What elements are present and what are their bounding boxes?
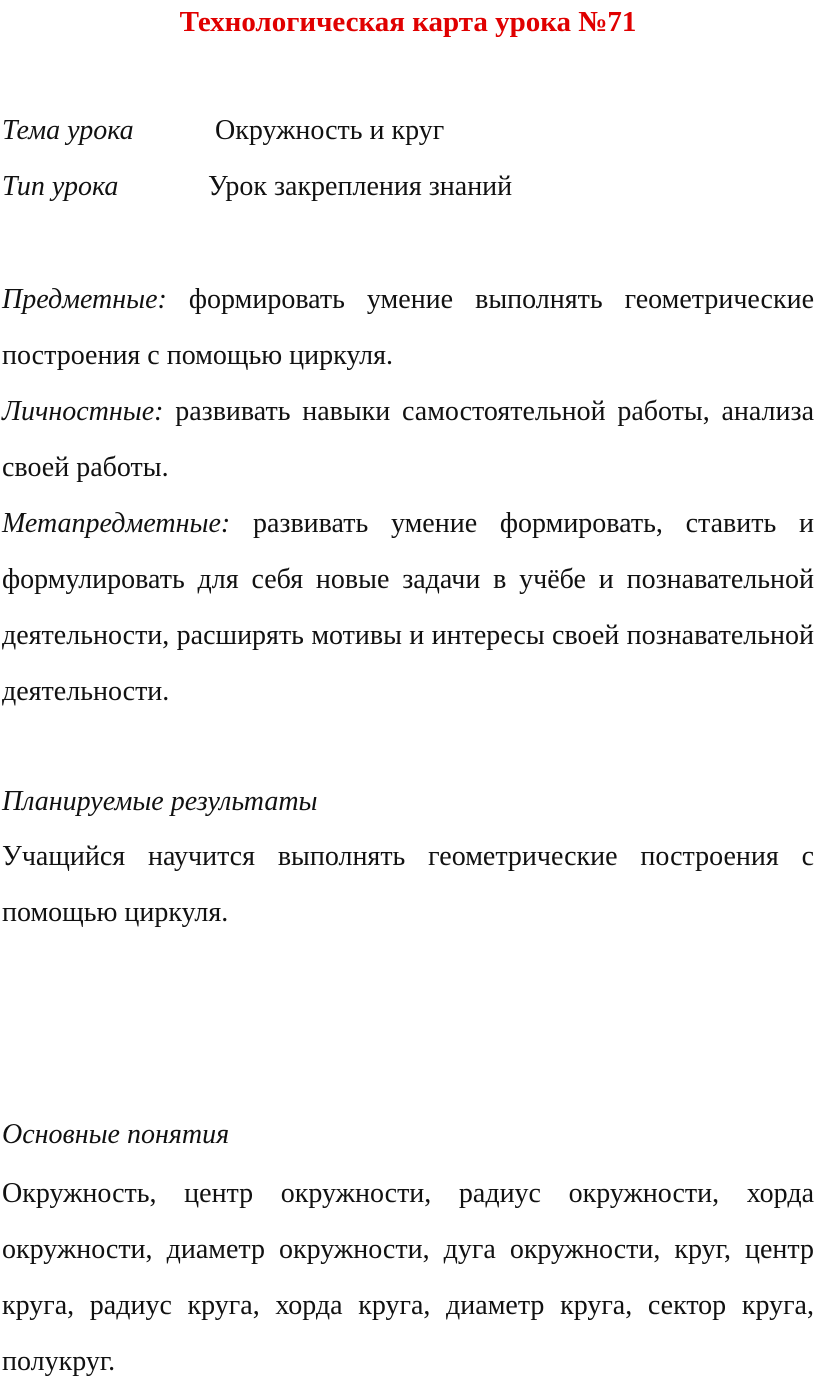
concepts-heading: Основные понятия: [2, 1119, 230, 1150]
meta-objective-label: Метапредметные:: [2, 508, 231, 539]
document-title: Технологическая карта урока №71: [179, 6, 637, 38]
results-text: Учащийся научится выполнять геометрические построения с помощью циркуля.: [2, 841, 814, 928]
lesson-type-label: Тип урока: [2, 171, 119, 202]
meta-objective-text: развивать умение формировать, ставить и формулировать для себя новые задачи в учёбе и познавательной деятельности, расширять мотивы и интересы своей познавательной деятельности.: [2, 508, 814, 707]
topic-label: Тема урока: [2, 115, 134, 146]
lesson-type-value: Урок закрепления знаний: [208, 171, 513, 202]
results-heading: Планируемые результаты: [2, 786, 318, 817]
subject-objective-text: формировать умение выполнять геометрические построения с помощью циркуля.: [2, 284, 815, 371]
subject-objective-label: Предметные:: [2, 284, 167, 315]
meta-objective: [2, 496, 814, 720]
topic-value: Окружность и круг: [215, 115, 445, 146]
personal-objective-label: Личностные:: [2, 396, 164, 427]
lesson-type-row: [2, 169, 513, 205]
personal-objective-text: развивать навыки самостоятельной работы, анализа своей работы.: [2, 396, 814, 483]
subject-objective: [2, 272, 814, 384]
topic-row: [2, 113, 445, 149]
personal-objective: [2, 384, 814, 496]
concepts-text: Окружность, центр окружности, радиус окружности, хорда окружности, диаметр окружности, дуга окружности, круг, центр круга, радиус круга, хорда круга, диаметр круга, сектор круга, полукруг.: [2, 1178, 814, 1377]
